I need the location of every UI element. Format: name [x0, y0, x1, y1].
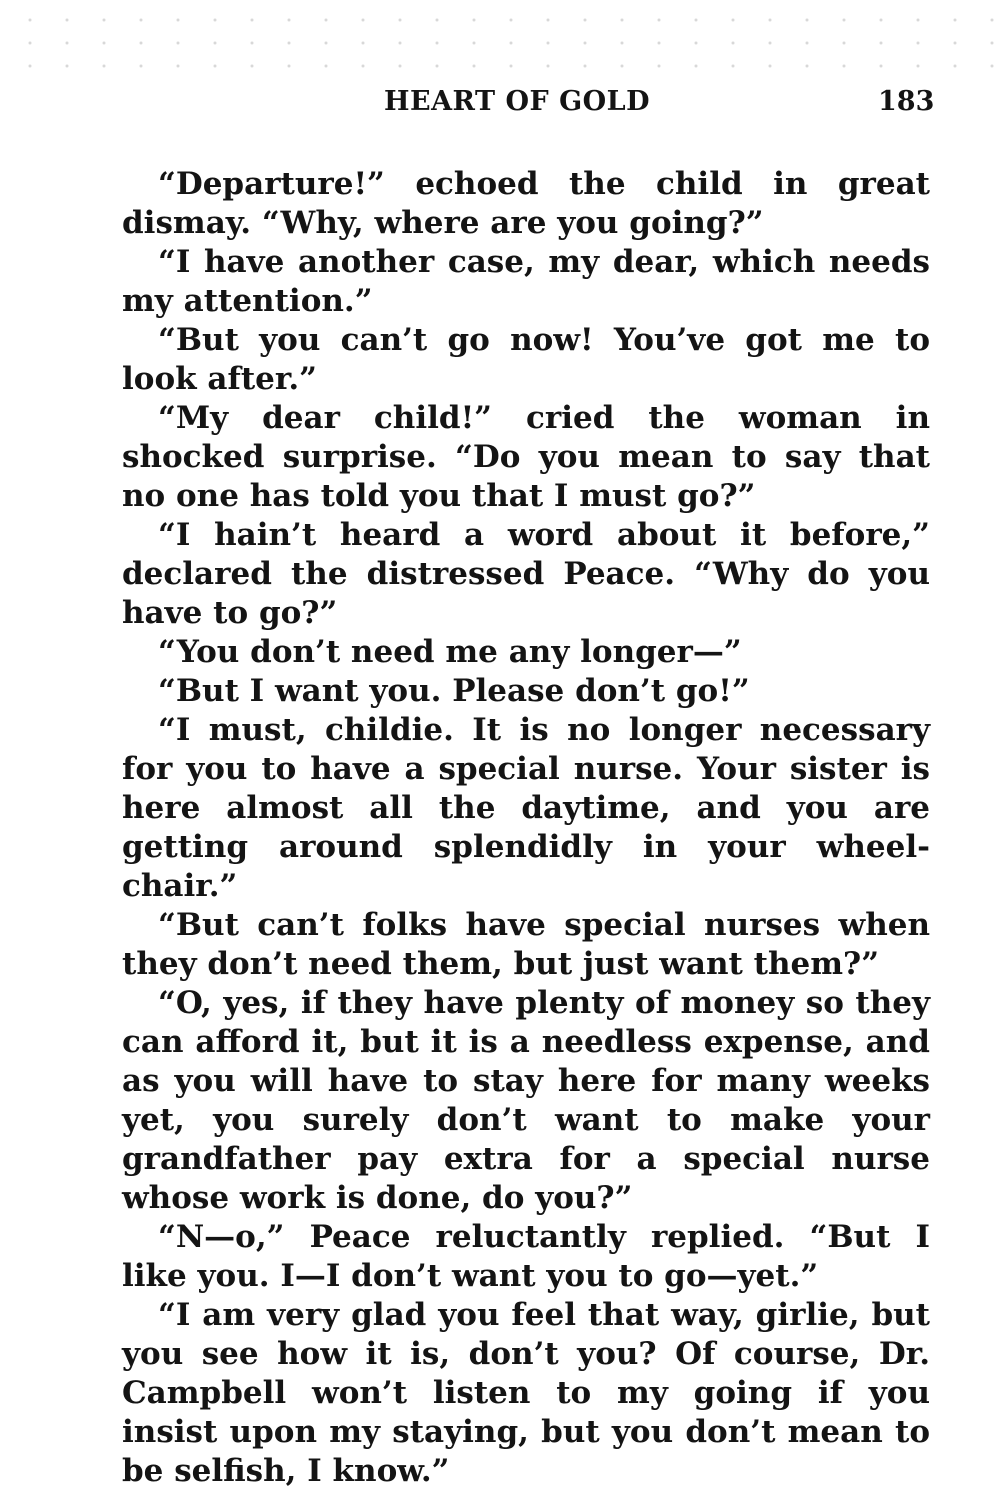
paragraph: “You don’t need me any longer—”	[158, 634, 742, 670]
paragraph: “But you can’t go now! You’ve got me to look after.”	[122, 322, 930, 397]
body-text	[122, 165, 930, 1491]
page-header	[0, 86, 1000, 126]
paragraph: “I must, childie. It is no longer necessary for you to have a special nurse. Your sister is here almost all the daytime, and you are getting around splendidly in your wheel-chair.”	[122, 712, 930, 904]
paragraph: “Departure!” echoed the child in great dismay. “Why, where are you going?”	[122, 166, 930, 241]
paragraph: “I have another case, my dear, which needs my attention.”	[122, 244, 930, 319]
scan-noise	[0, 0, 1000, 70]
paragraph: “N—o,” Peace reluctantly replied. “But I like you. I—I don’t want you to go—yet.”	[122, 1219, 930, 1294]
paragraph: “But can’t folks have special nurses when they don’t need them, but just want them?”	[122, 907, 930, 982]
paragraph: “I am very glad you feel that way, girlie, but you see how it is, don’t you? Of course, Dr. Campbell won’t listen to my going if you insist upon my staying, but you don’t mean to be selfish, I know.”	[122, 1297, 930, 1489]
paragraph: “My dear child!” cried the woman in shocked surprise. “Do you mean to say that no one has told you that I must go?”	[122, 400, 930, 514]
running-title: HEART OF GOLD	[384, 86, 651, 117]
paragraph: “But I want you. Please don’t go!”	[158, 673, 750, 709]
page-number: 183	[878, 86, 935, 117]
paragraph: “O, yes, if they have plenty of money so they can afford it, but it is a needless expense, and as you will have to stay here for many weeks yet, you surely don’t want to make your grandfather pay extra for a special nurse whose work is done, do you?”	[122, 985, 930, 1216]
paragraph: “I hain’t heard a word about it before,” declared the distressed Peace. “Why do you have to go?”	[122, 517, 930, 631]
